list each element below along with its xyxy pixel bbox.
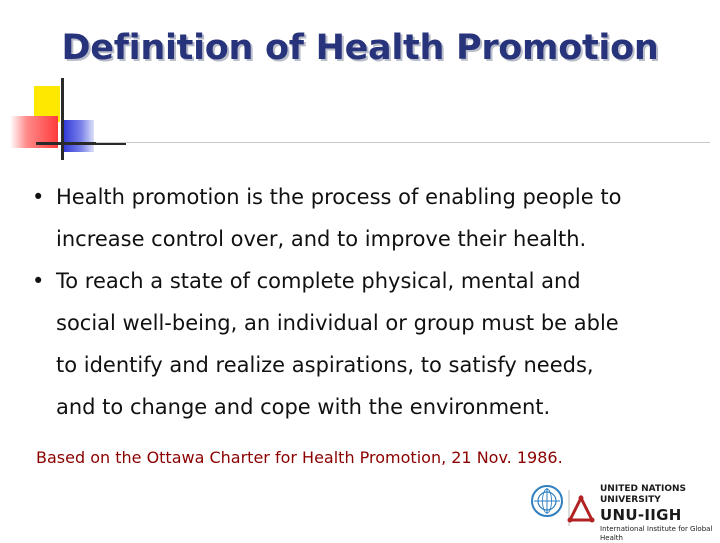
slide-title: Definition of Health Promotion — [61, 28, 659, 68]
bullet-line: Health promotion is the process of enabling people to — [56, 185, 622, 209]
title-underline — [96, 142, 710, 143]
bullet-line: to identify and realize aspirations, to satisfy needs, — [56, 353, 594, 377]
bullet-point-icon: • — [32, 269, 45, 293]
blue-square — [62, 120, 94, 152]
unu-iigh-logo — [600, 484, 720, 543]
bullet-line: and to change and cope with the environment. — [56, 395, 551, 419]
logo-line-4: International Institute for Global Health — [600, 525, 713, 542]
bullet-line: To reach a state of complete physical, mental and — [56, 269, 581, 293]
vertical-line — [61, 78, 64, 160]
logo-line-1: UNITED NATIONS — [600, 484, 687, 494]
decorative-block-motif — [0, 78, 130, 168]
bullet-line: increase control over, and to improve their health. — [56, 227, 587, 251]
un-emblem-icon — [530, 484, 564, 518]
bullet-item-2 — [30, 260, 700, 428]
logo-line-2: UNIVERSITY — [600, 495, 661, 505]
bullet-line: social well-being, an individual or group must be able — [56, 311, 619, 335]
unu-iigh-emblem-icon — [567, 488, 595, 528]
bullet-item-1 — [30, 176, 700, 260]
logo-line-3: UNU-IIGH — [600, 506, 682, 524]
bullet-point-icon: • — [32, 185, 45, 209]
source-citation: Based on the Ottawa Charter for Health Promotion, 21 Nov. 1986. — [36, 448, 563, 467]
bullet-list — [30, 176, 700, 428]
